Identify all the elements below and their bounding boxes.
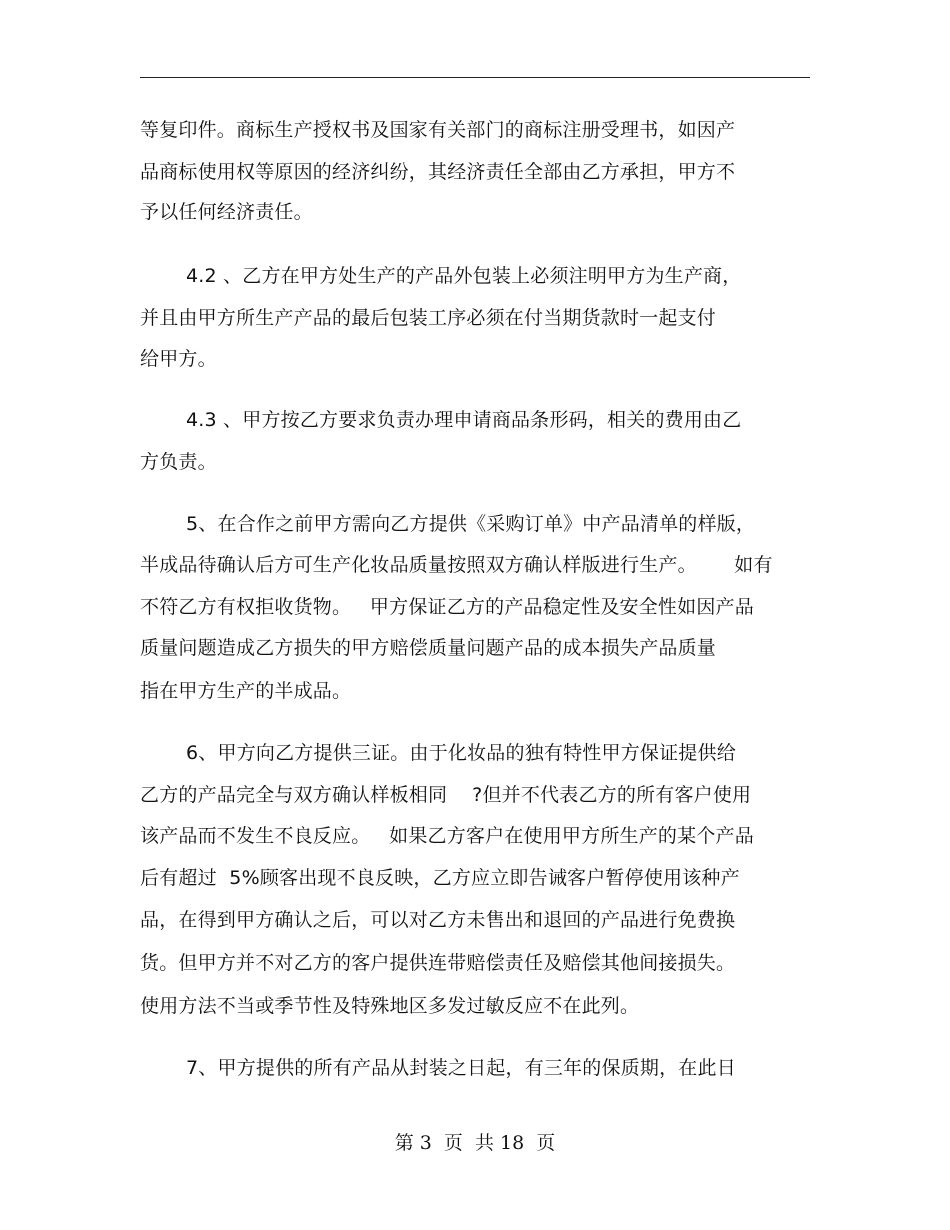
text-line: 4.3 、甲方按乙方要求负责办理申请商品条形码，相关的费用由乙 [186, 409, 742, 431]
text-line: 半成品待确认后方可生产化妆品质量按照双方确认样版进行生产。 如有 [140, 554, 773, 576]
text-line: 使用方法不当或季节性及特殊地区多发过敏反应不在此列。 [140, 995, 640, 1017]
text-line: 货。但甲方并不对乙方的客户提供连带赔偿责任及赔偿其他间接损失。 [140, 952, 736, 974]
page-number-footer: 第 3 页 共 18 页 [394, 1132, 556, 1154]
text-line: 7、甲方提供的所有产品从封装之日起，有三年的保质期，在此日 [186, 1057, 736, 1079]
text-line: 方负责。 [140, 451, 217, 473]
text-line: 5、在合作之前甲方需向乙方提供《采购订单》中产品清单的样版， [186, 513, 756, 535]
text-line: 等复印件。商标生产授权书及国家有关部门的商标注册受理书，如因产 [140, 119, 736, 141]
text-line: 6、甲方向乙方提供三证。由于化妆品的独有特性甲方保证提供给 [186, 742, 736, 764]
text-line: 后有超过 5%顾客出现不良反映，乙方应立即告诫客户暂停使用该种产 [140, 867, 740, 889]
text-line: 该产品而不发生不良反应。 如果乙方客户在使用甲方所生产的某个产品 [140, 825, 754, 847]
header-rule [140, 77, 810, 78]
text-line: 指在甲方生产的半成品。 [140, 680, 352, 702]
text-line: 质量问题造成乙方损失的甲方赔偿质量问题产品的成本损失产品质量 [140, 637, 717, 659]
text-line: 不符乙方有权拒收货物。 甲方保证乙方的产品稳定性及安全性如因产品 [140, 596, 754, 618]
text-line: 乙方的产品完全与双方确认样板相同 ?但并不代表乙方的所有客户使用 [140, 784, 752, 806]
text-line: 品，在得到甲方确认之后，可以对乙方未售出和退回的产品进行免费换 [140, 909, 736, 931]
text-line: 品商标使用权等原因的经济纠纷，其经济责任全部由乙方承担，甲方不 [140, 161, 736, 183]
text-line: 并且由甲方所生产产品的最后包装工序必须在付当期货款时一起支付 [140, 307, 717, 329]
text-line: 4.2 、乙方在甲方处生产的产品外包装上必须注明甲方为生产商， [186, 265, 742, 287]
text-line: 予以任何经济责任。 [140, 201, 313, 223]
text-line: 给甲方。 [140, 348, 217, 370]
